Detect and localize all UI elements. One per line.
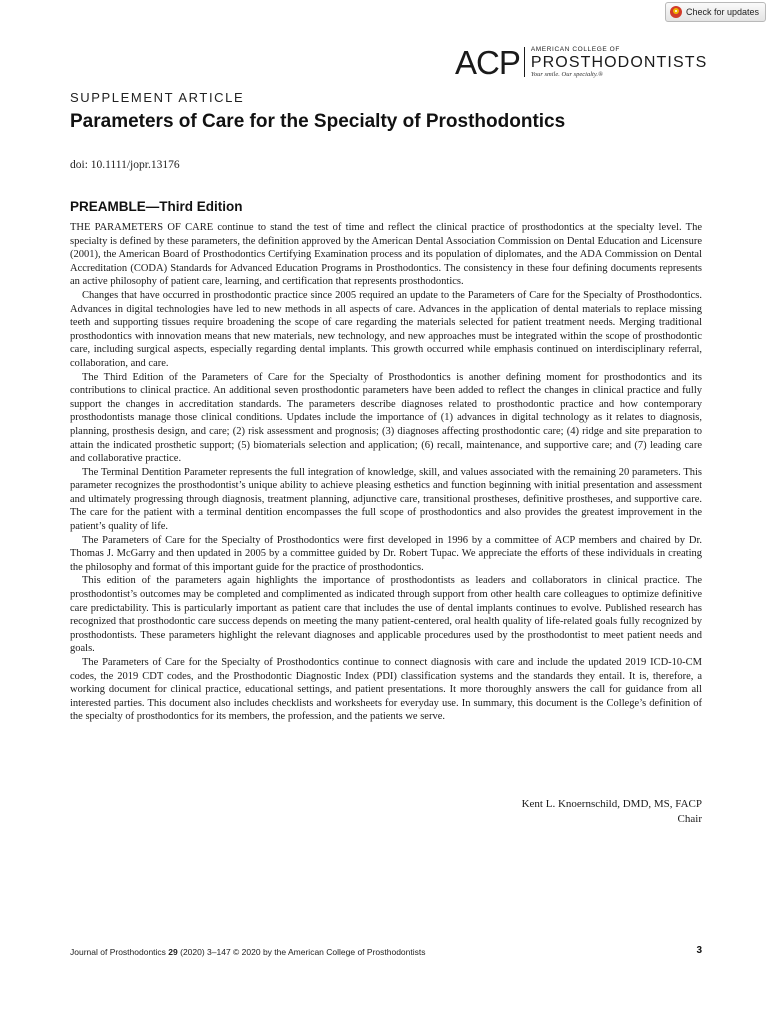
logo-divider	[524, 47, 525, 77]
footer-journal: Journal of Prosthodontics	[70, 947, 166, 957]
check-for-updates-button[interactable]	[665, 2, 766, 22]
page-number: 3	[696, 945, 702, 956]
acp-logo	[455, 44, 707, 80]
body-paragraph: The Parameters of Care for the Specialty of Prosthodontics were first developed in 1996 by a committee of ACP members and chaired by Dr. Thomas J. McGarry and then updated in 2005 by a committee guided by Dr. Robert Tupac. We appreciate the efforts of these individuals in creating the philosophy and format of this important guide for the practice of prosthodontics.	[70, 534, 702, 573]
check-for-updates-label: Check for updates	[685, 7, 759, 17]
body-paragraph: The Third Edition of the Parameters of Care for the Specialty of Prosthodontics is another defining moment for prosthodontics and its contributions to clinical practice. An additional seven prosthodontic parameters have been added to reflect the changes in clinical practice and fully support the changes in accreditation standards. The parameters describe diagnoses related to prosthodontic practice and how contemporary prosthodontists manage those clinical conditions. Updates include the importance of (1) advances in digital technology as it relates to diagnosis, planning, prosthesis design, and care; (2) risk assessment and prognosis; (3) diagnoses affecting prosthodontic care; (4) ridge and site preparation to attain the indicated prosthetic support; (5) biomaterials selection and application; (6) recall, maintenance, and supportive care; and (7) leading care and collaborative practice.	[70, 371, 702, 465]
page-footer	[70, 947, 426, 957]
section-heading: PREAMBLE—Third Edition	[70, 199, 243, 214]
crossmark-icon	[670, 6, 682, 18]
logo-text	[531, 46, 708, 79]
signature-block	[522, 797, 702, 827]
signature-name: Kent L. Knoernschild, DMD, MS, FACP	[521, 798, 702, 810]
logo-org-line: AMERICAN COLLEGE OF	[530, 45, 620, 53]
logo-tagline: Your smile. Our specialty.®	[530, 70, 603, 78]
footer-citation: (2020) 3–147 © 2020 by the American College of Prosthodontists	[177, 947, 426, 957]
article-doi: doi: 10.1111/jopr.13176	[70, 159, 180, 171]
logo-mark: ACP	[455, 43, 520, 81]
body-paragraph: Changes that have occurred in prosthodontic practice since 2005 required an update to the Parameters of Care for the Specialty of Prosthodontics. Advances in digital technologies have led to new methods in all aspects of care. Advances in the application of dental materials to replace missing teeth and supporting tissues require broadening the scope of care regarding the materials selected for patient treatment needs. Merging traditional prosthodontics with innovation means that new materials, new technology, and new approaches must be integrated within the scope of prosthodontic care, including surgical aspects, especially regarding dental implants. This growth occurred while emphasis continued on interdisciplinary referral, collaboration, and care.	[70, 289, 702, 369]
article-type: SUPPLEMENT ARTICLE	[70, 90, 245, 105]
footer-volume: 29	[168, 947, 178, 957]
body-paragraph: This edition of the parameters again highlights the importance of prosthodontists as leaders and collaborators in clinical practice. The prosthodontist’s outcomes may be completed and complimented as indicated through support from other health care colleagues to optimize definitive care predictability. This is particularly important as patient care that includes the use of dental implants continues to evolve. Published research has recognized that prosthodontic care success depends on meeting the many patient-centered, oral health quality of life-related goals fully recognized by prosthodontists. These parameters highlight the relevant diagnoses and applicable procedures used by the prosthodontist to meet patient needs and goals.	[70, 575, 702, 655]
body-paragraph: The Parameters of Care for the Specialty of Prosthodontics continue to connect diagnosis with care and include the updated 2019 ICD-10-CM codes, the 2019 CDT codes, and the Prosthodontic Diagnostic Index (PDI) classification systems and the standards they entail. It is, therefore, a working document for clinical practice, educational settings, and patient presentations. It more thoroughly answers the call for guidance from all interested parties. This document also includes checklists and worksheets for everyday use. In summary, this document is the College’s definition of the specialty of prosthodontics for its members, the profession, and the patients we serve.	[70, 657, 702, 723]
body-paragraph: The Terminal Dentition Parameter represents the full integration of knowledge, skill, and values associated with the remaining 20 parameters. This parameter recognizes the prosthodontist’s unique ability to achieve pleasing esthetics and function beginning with initial presentation and assessment and ultimately progressing through diagnosis, treatment planning, adjunctive care, transitional prostheses, definitive prostheses, and supportive care. The care for the patient with a terminal dentition encompasses the full scope of prosthodontics and also provides the greatest improvement in the patient’s quality of life.	[70, 466, 702, 533]
logo-org-name: PROSTHODONTISTS	[530, 53, 708, 71]
article-body	[70, 221, 702, 724]
signature-role: Chair	[677, 813, 702, 825]
body-paragraph: THE PARAMETERS OF CARE continue to stand the test of time and reflect the clinical practice of prosthodontics at the specialty level. The specialty is defined by these parameters, the definition approved by the American Dental Association Commission on Dental Education and Licensure (2001), the American Board of Prosthodontics Certifying Examination process and its population of diplomates, and the ADA Commission on Dental Accreditation (CODA) Standards for Advanced Education Programs in Prosthodontics. The consistency in these four defining documents represents an active philosophy of patient care, learning, and certification that represents prosthodontics.	[70, 222, 702, 288]
article-title: Parameters of Care for the Specialty of Prosthodontics	[70, 111, 566, 132]
